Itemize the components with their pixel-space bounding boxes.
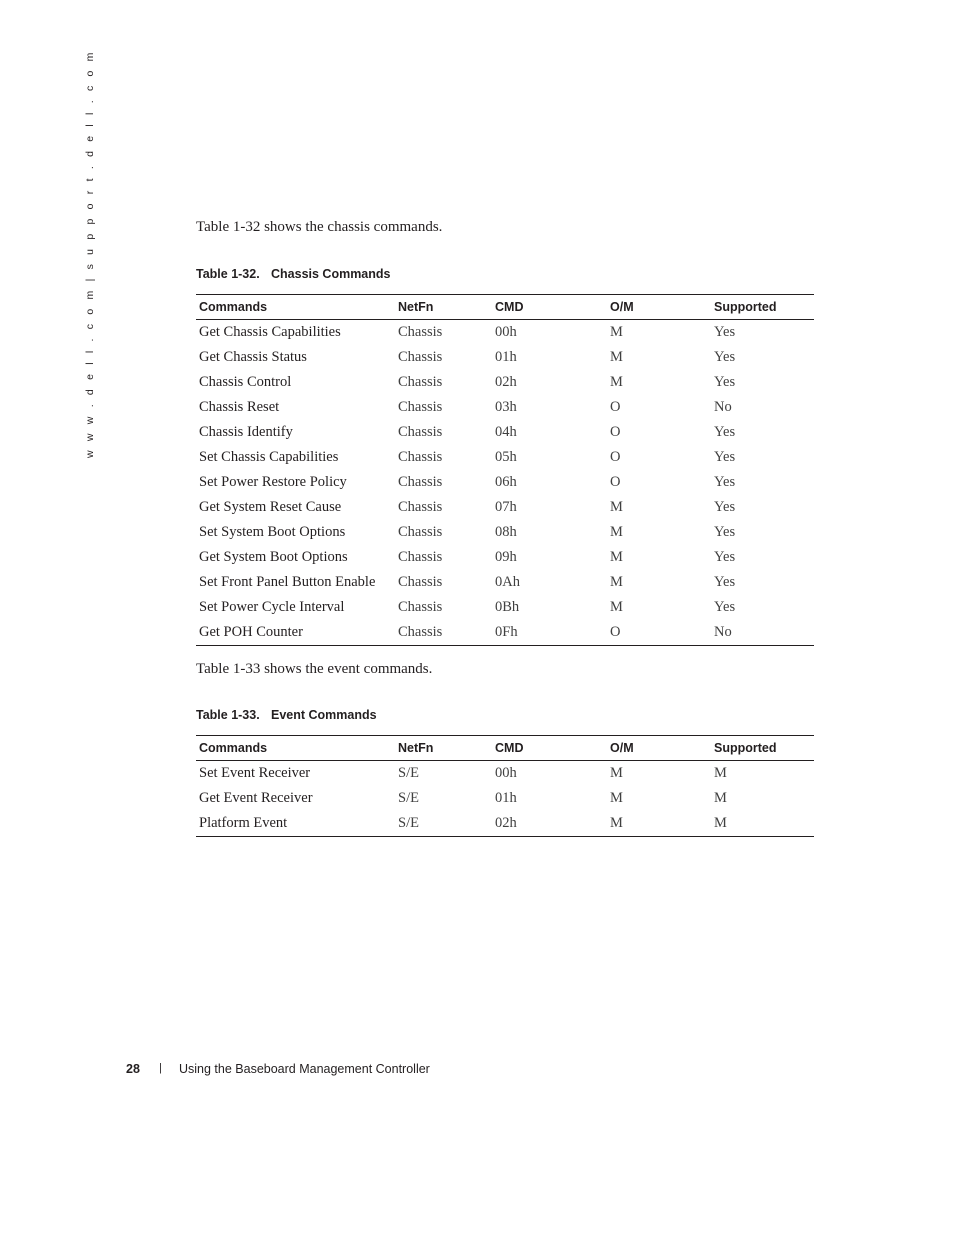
column-header: CMD	[492, 295, 607, 320]
table-cell: 07h	[495, 499, 517, 515]
table-cell: Chassis	[398, 474, 443, 490]
table-cell: Get Event Receiver	[199, 790, 313, 806]
table-cell: M	[610, 599, 623, 615]
page-footer	[126, 1062, 430, 1076]
table-cell: Chassis	[398, 574, 443, 590]
table-cell: M	[610, 374, 623, 390]
column-header: Commands	[196, 736, 395, 761]
table-cell: Set Power Restore Policy	[199, 474, 347, 490]
table-cell: Set Event Receiver	[199, 765, 311, 781]
table-cell: Get Chassis Capabilities	[199, 324, 341, 340]
table-cell: 0Bh	[495, 599, 520, 615]
page-number: 28	[126, 1062, 140, 1076]
table-cell: 02h	[492, 811, 607, 837]
table-cell: 09h	[495, 549, 517, 565]
table-row	[196, 495, 814, 520]
table-cell: 00h	[495, 324, 517, 340]
table-cell: 08h	[495, 524, 517, 540]
table-cell: 04h	[495, 424, 517, 440]
table-cell: O	[610, 449, 621, 465]
table-cell: Chassis	[398, 349, 443, 365]
table-cell: Chassis	[398, 324, 443, 340]
table-cell: Get System Reset Cause	[199, 499, 342, 515]
table-cell: No	[714, 399, 732, 415]
table-cell: Chassis	[398, 549, 443, 565]
table-cell: Get Chassis Status	[199, 349, 307, 365]
table-cell: Chassis	[398, 374, 443, 390]
caption-title: Chassis Commands	[271, 267, 391, 281]
table-cell: 01h	[495, 349, 517, 365]
table-cell: Set Power Cycle Interval	[199, 599, 345, 615]
table-row	[196, 761, 814, 787]
table-caption-chassis	[196, 267, 390, 281]
column-header: Supported	[711, 736, 814, 761]
table-cell: S/E	[398, 765, 419, 781]
caption-title: Event Commands	[271, 708, 377, 722]
table-cell: Yes	[714, 324, 736, 340]
table-cell: Yes	[714, 574, 736, 590]
table-cell: 01h	[495, 790, 517, 806]
table-cell: Set Chassis Capabilities	[199, 449, 339, 465]
column-header: Commands	[196, 295, 395, 320]
table-row	[196, 395, 814, 420]
table-cell: M	[714, 765, 727, 781]
table-cell: No	[711, 620, 814, 646]
table-row	[196, 811, 814, 837]
table-cell: Chassis	[398, 424, 443, 440]
table-cell: Yes	[714, 599, 736, 615]
table-cell: Get POH Counter	[196, 620, 395, 646]
column-header: Supported	[711, 295, 814, 320]
table-row	[196, 370, 814, 395]
table-cell: M	[610, 765, 623, 781]
table-cell: Chassis	[398, 399, 443, 415]
table-cell: Yes	[714, 349, 736, 365]
table-row	[196, 445, 814, 470]
table-cell: M	[607, 811, 711, 837]
table-cell: O	[607, 620, 711, 646]
table-cell: O	[610, 474, 621, 490]
table-cell: Chassis Control	[199, 374, 292, 390]
chassis-commands-table	[196, 294, 814, 646]
table-cell: O	[610, 424, 621, 440]
table-cell: Yes	[714, 449, 736, 465]
table-cell: M	[610, 524, 623, 540]
table-cell: 02h	[495, 374, 517, 390]
table-cell: M	[711, 811, 814, 837]
table-cell: M	[610, 349, 623, 365]
table-cell: Yes	[714, 524, 736, 540]
table-row	[196, 595, 814, 620]
column-header: CMD	[492, 736, 607, 761]
table-cell: 06h	[495, 474, 517, 490]
column-header: NetFn	[395, 295, 492, 320]
intro-text-event: Table 1-33 shows the event commands.	[196, 661, 433, 677]
table-cell: Yes	[714, 549, 736, 565]
table-header-row	[196, 295, 814, 320]
intro-text-chassis: Table 1-32 shows the chassis commands.	[196, 219, 443, 235]
table-cell: 03h	[495, 399, 517, 415]
column-header: O/M	[607, 736, 711, 761]
table-header-row	[196, 736, 814, 761]
table-cell: M	[610, 324, 623, 340]
caption-number: Table 1-32.	[196, 267, 260, 281]
footer-separator: |	[159, 1062, 162, 1074]
table-row	[196, 786, 814, 811]
table-cell: Chassis	[398, 499, 443, 515]
footer-title: Using the Baseboard Management Controller	[179, 1062, 430, 1076]
table-cell: Platform Event	[196, 811, 395, 837]
table-row	[196, 470, 814, 495]
table-cell: Yes	[714, 499, 736, 515]
table-row	[196, 545, 814, 570]
side-url: w w w . d e l l . c o m | s u p p o r t . d e l l . c o m	[84, 49, 96, 458]
table-cell: Chassis	[398, 449, 443, 465]
table-row	[196, 320, 814, 346]
table-row	[196, 620, 814, 646]
table-row	[196, 420, 814, 445]
table-cell: Yes	[714, 374, 736, 390]
table-cell: 00h	[495, 765, 517, 781]
table-cell: Chassis Reset	[199, 399, 280, 415]
table-cell: S/E	[395, 811, 492, 837]
table-cell: Yes	[714, 474, 736, 490]
table-cell: Set Front Panel Button Enable	[199, 574, 376, 590]
table-cell: Yes	[714, 424, 736, 440]
table-cell: M	[610, 499, 623, 515]
table-cell: 05h	[495, 449, 517, 465]
table-row	[196, 570, 814, 595]
column-header: O/M	[607, 295, 711, 320]
table-cell: Chassis Identify	[199, 424, 293, 440]
table-cell: M	[610, 549, 623, 565]
table-row	[196, 520, 814, 545]
table-cell: M	[610, 574, 623, 590]
column-header: NetFn	[395, 736, 492, 761]
table-cell: S/E	[398, 790, 419, 806]
table-cell: 0Ah	[495, 574, 520, 590]
table-cell: O	[610, 399, 621, 415]
table-cell: Chassis	[398, 524, 443, 540]
table-cell: Set System Boot Options	[199, 524, 346, 540]
table-cell: Chassis	[395, 620, 492, 646]
table-cell: Chassis	[398, 599, 443, 615]
table-cell: Get System Boot Options	[199, 549, 348, 565]
table-cell: M	[610, 790, 623, 806]
table-cell: M	[714, 790, 727, 806]
caption-number: Table 1-33.	[196, 708, 260, 722]
table-row	[196, 345, 814, 370]
table-caption-event	[196, 708, 377, 722]
event-commands-table	[196, 735, 814, 837]
table-cell: 0Fh	[492, 620, 607, 646]
